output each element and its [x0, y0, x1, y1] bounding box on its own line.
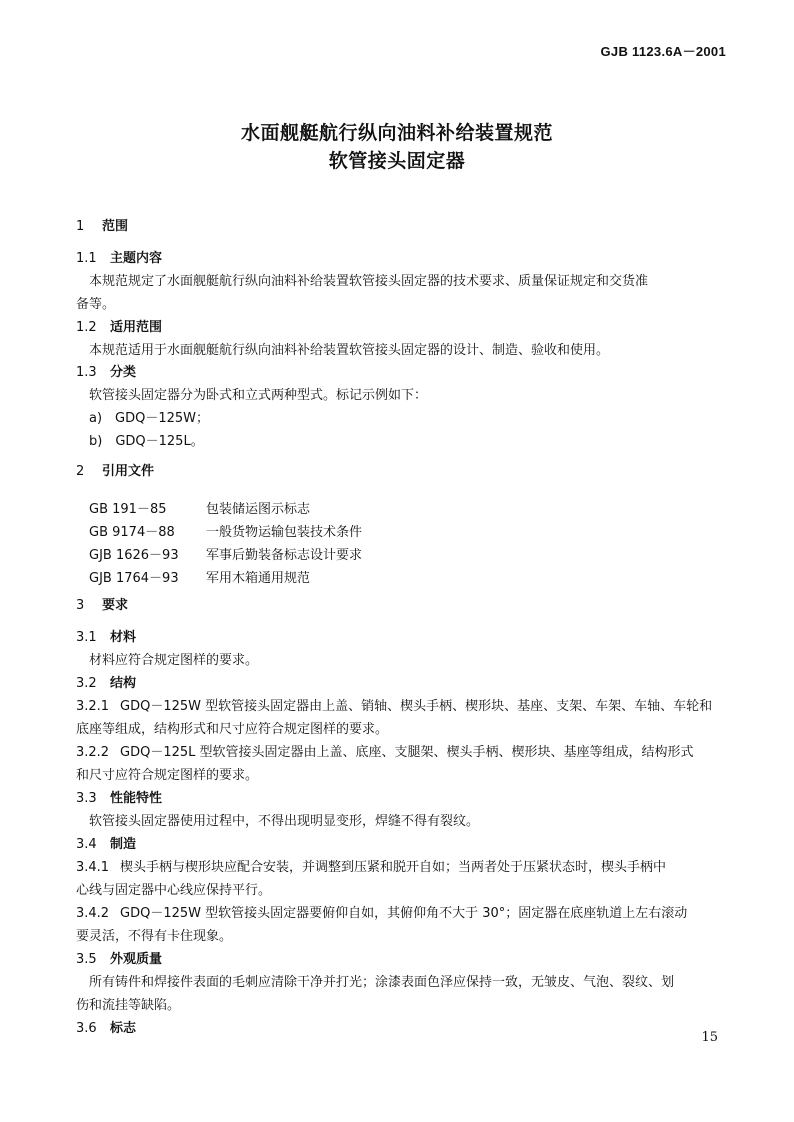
clause-number: 3.2.2	[76, 745, 110, 760]
reference-row	[89, 544, 362, 563]
paragraph	[76, 744, 726, 761]
reference-code: GJB 1626－93	[89, 548, 179, 563]
reference-code: GB 191－85	[89, 502, 167, 517]
clause-text: GDQ－125L 型软管接头固定器由上盖、底座、支腿架、楔头手柄、楔形块、基座等组成，结构形式	[120, 745, 694, 760]
section-number: 3.3	[76, 791, 97, 806]
paragraph: 软管接头固定器分为卧式和立式两种型式。标记示例如下：	[89, 388, 428, 403]
reference-row	[89, 498, 310, 517]
section-number: 2	[76, 464, 85, 479]
paragraph: 伤和流挂等缺陷。	[76, 998, 181, 1013]
section-1-2-heading	[76, 319, 726, 336]
reference-title: 军用木箱通用规范	[206, 571, 311, 586]
section-3-4-heading	[76, 836, 726, 853]
section-2-heading	[76, 463, 726, 480]
section-label: 分类	[110, 365, 137, 380]
clause-number: 3.4.2	[76, 906, 110, 921]
paragraph: 本规范规定了水面舰艇航行纵向油料补给装置软管接头固定器的技术要求、质量保证规定和交货准	[89, 274, 649, 289]
reference-code: GB 9174－88	[89, 525, 175, 540]
document-subtitle: 软管接头固定器	[328, 150, 466, 172]
paragraph: 底座等组成，结构形式和尺寸应符合规定图样的要求。	[76, 722, 389, 737]
section-label: 标志	[110, 1021, 137, 1036]
section-number: 3.2	[76, 676, 97, 691]
section-number: 3.5	[76, 952, 97, 967]
section-label: 外观质量	[110, 952, 163, 967]
paragraph: 心线与固定器中心线应保持平行。	[76, 883, 272, 898]
section-number: 1	[76, 219, 85, 234]
section-number: 3.6	[76, 1021, 97, 1036]
section-3-5-heading	[76, 951, 726, 968]
section-label: 引用文件	[102, 464, 155, 479]
section-number: 1.2	[76, 320, 97, 335]
section-number: 3	[76, 598, 85, 613]
clause-text: GDQ－125W 型软管接头固定器由上盖、销轴、楔头手柄、楔形块、基座、支架、车架、车轴、车轮和	[120, 699, 713, 714]
section-number: 3.1	[76, 630, 97, 645]
paragraph	[76, 859, 726, 876]
paragraph: 和尺寸应符合规定图样的要求。	[76, 768, 259, 783]
section-number: 3.4	[76, 837, 97, 852]
section-label: 性能特性	[110, 791, 163, 806]
section-number: 1.3	[76, 365, 97, 380]
list-item: b) GDQ－125L。	[89, 434, 204, 449]
section-label: 适用范围	[110, 320, 163, 335]
page-number: 15	[701, 1030, 718, 1045]
paragraph: 软管接头固定器使用过程中，不得出现明显变形，焊缝不得有裂纹。	[89, 814, 480, 829]
reference-title: 包装储运图示标志	[206, 502, 311, 517]
reference-title: 一般货物运输包装技术条件	[206, 525, 363, 540]
list-item: a) GDQ－125W；	[89, 411, 210, 426]
reference-title: 军事后勤装备标志设计要求	[206, 548, 363, 563]
section-3-6-heading	[76, 1020, 726, 1037]
section-label: 范围	[102, 219, 129, 234]
paragraph: 材料应符合规定图样的要求。	[89, 653, 259, 668]
paragraph: 要灵活，不得有卡住现象。	[76, 929, 233, 944]
section-number: 1.1	[76, 251, 97, 266]
clause-number: 3.2.1	[76, 699, 110, 714]
clause-number: 3.4.1	[76, 860, 110, 875]
clause-text: 楔头手柄与楔形块应配合安装，并调整到压紧和脱开自如；当两者处于压紧状态时，楔头手柄中	[120, 860, 667, 875]
section-label: 主题内容	[110, 251, 163, 266]
section-3-heading	[76, 597, 726, 614]
section-label: 材料	[110, 630, 137, 645]
section-3-3-heading	[76, 790, 726, 807]
reference-code: GJB 1764－93	[89, 571, 179, 586]
paragraph	[76, 698, 726, 715]
paragraph: 备等。	[76, 297, 116, 312]
paragraph: 本规范适用于水面舰艇航行纵向油料补给装置软管接头固定器的设计、制造、验收和使用。	[89, 343, 610, 358]
section-1-heading	[76, 218, 726, 235]
section-label: 制造	[110, 837, 137, 852]
section-1-3-heading	[76, 364, 726, 381]
reference-row	[89, 567, 310, 586]
section-label: 结构	[110, 676, 137, 691]
reference-row	[89, 521, 362, 540]
paragraph: 所有铸件和焊接件表面的毛刺应清除干净并打光；涂漆表面色泽应保持一致，无皱皮、气泡、裂纹、划	[89, 975, 675, 990]
section-1-1-heading	[76, 250, 726, 267]
document-title: 水面舰艇航行纵向油料补给装置规范	[240, 122, 553, 144]
paragraph	[76, 905, 726, 922]
clause-text: GDQ－125W 型软管接头固定器要俯仰自如，其俯仰角不大于 30°；固定器在底座轨道上左右滚动	[120, 906, 688, 921]
section-3-1-heading	[76, 629, 726, 646]
section-3-2-heading	[76, 675, 726, 692]
standard-code: GJB 1123.6A－2001	[600, 44, 726, 59]
section-label: 要求	[102, 598, 129, 613]
